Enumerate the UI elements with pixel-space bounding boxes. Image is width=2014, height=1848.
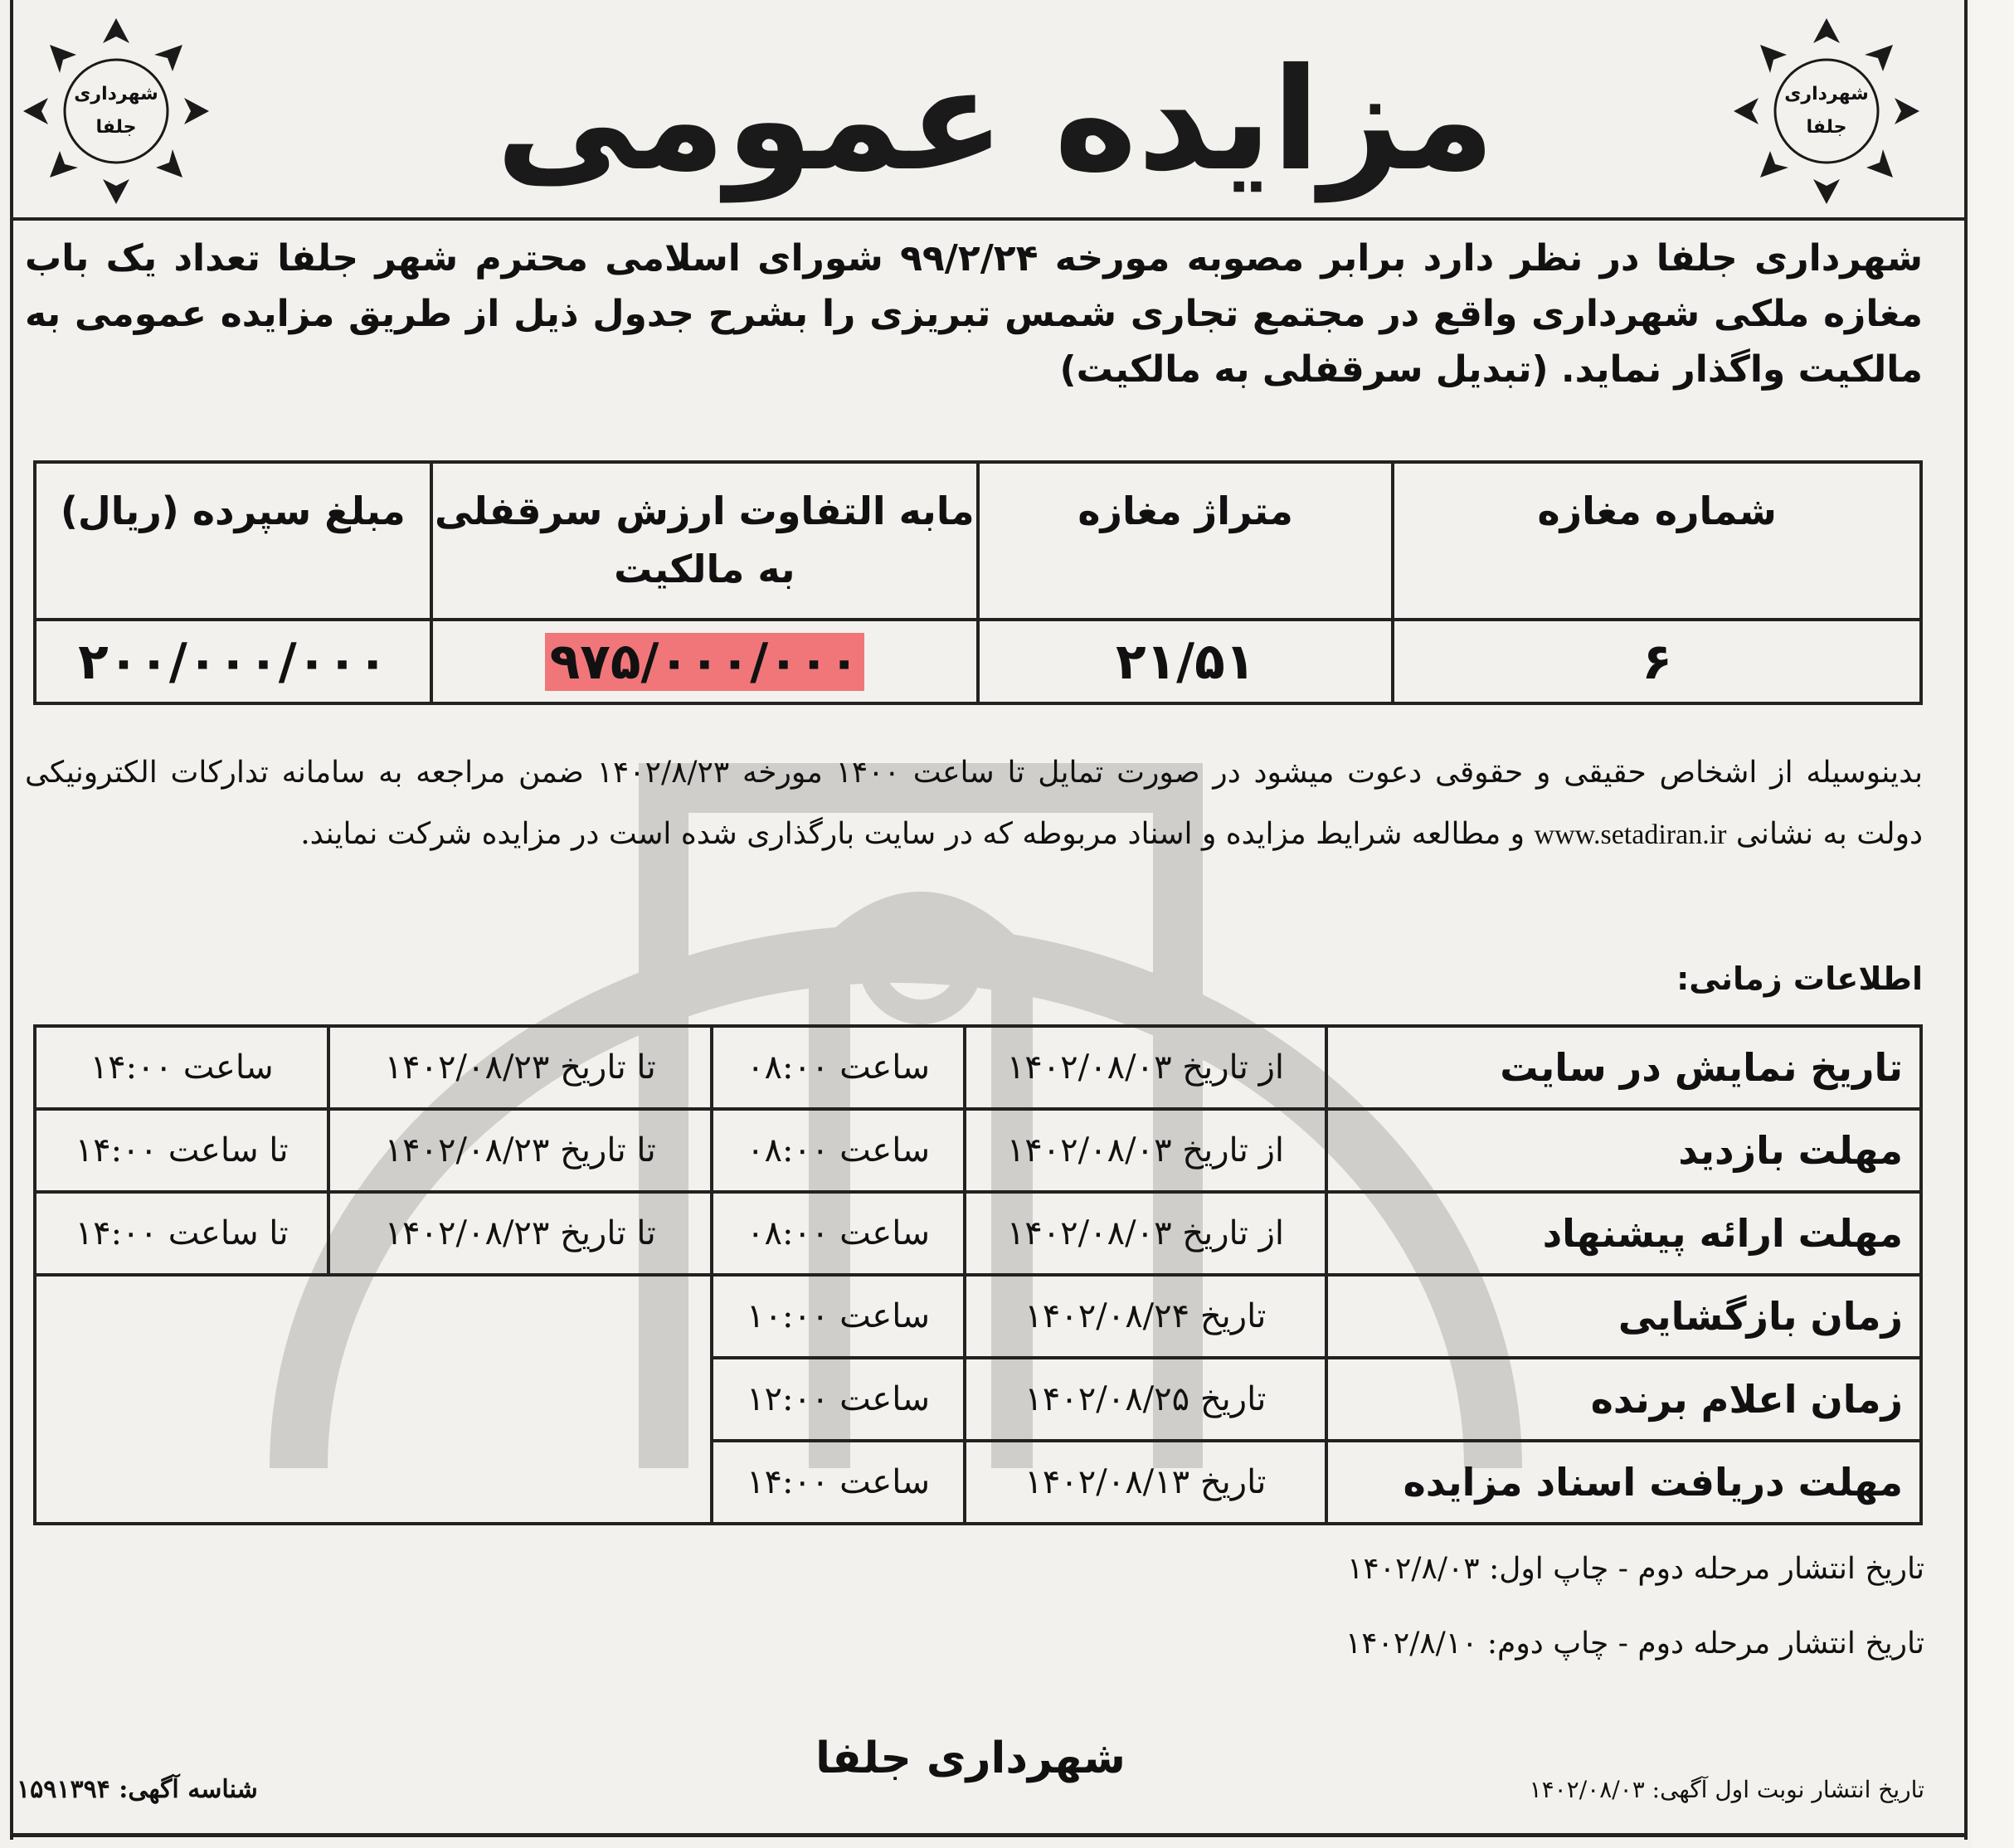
schedule-to-date: تا تاریخ ۱۴۰۲/۰۸/۲۳ <box>328 1192 712 1275</box>
schedule-label: زمان اعلام برنده <box>1326 1358 1921 1441</box>
schedule-from-date: تاریخ ۱۴۰۲/۰۸/۲۴ <box>965 1275 1326 1358</box>
schedule-to-time: ساعت ۱۴:۰۰ <box>35 1026 328 1109</box>
shop-table <box>33 460 1923 705</box>
header-shop-area: متراژ مغازه <box>978 462 1393 620</box>
schedule-label: تاریخ نمایش در سایت <box>1326 1026 1921 1109</box>
table-row <box>35 1275 1921 1358</box>
schedule-from-time: ساعت ۱۰:۰۰ <box>712 1275 965 1358</box>
invitation-text-end: و مطالعه شرایط مزایده و اسناد مربوطه که در سایت بارگذاری شده است در مزایده شرکت نمایند. <box>300 817 1525 851</box>
value-difference-value: ۹۷۵/۰۰۰/۰۰۰ <box>545 633 864 691</box>
schedule-to-time: تا ساعت ۱۴:۰۰ <box>35 1109 328 1192</box>
schedule-table <box>33 1024 1923 1525</box>
ad-id: شناسه آگهی: ۱۵۹۱۳۹۴ <box>17 1775 258 1804</box>
shop-area-value: ۲۱/۵۱ <box>978 620 1393 703</box>
bottom-divider <box>10 1833 1968 1837</box>
schedule-label: مهلت دریافت اسناد مزایده <box>1326 1441 1921 1524</box>
margin-strip <box>1971 0 2014 1848</box>
schedule-from-time: ساعت ۰۸:۰۰ <box>712 1192 965 1275</box>
setadiran-link[interactable]: www.setadiran.ir <box>1534 819 1727 850</box>
schedule-label: مهلت بازدید <box>1326 1109 1921 1192</box>
schedule-from-time: ساعت ۱۲:۰۰ <box>712 1358 965 1441</box>
schedule-from-time: ساعت ۰۸:۰۰ <box>712 1026 965 1109</box>
deposit-amount-value: ۲۰۰/۰۰۰/۰۰۰ <box>35 620 431 703</box>
schedule-label: مهلت ارائه پیشنهاد <box>1326 1192 1921 1275</box>
logo-line-1: شهرداری <box>1784 84 1869 105</box>
schedule-from-date: از تاریخ ۱۴۰۲/۰۸/۰۳ <box>965 1109 1326 1192</box>
schedule-to-time: تا ساعت ۱۴:۰۰ <box>35 1192 328 1275</box>
schedule-to-date: تا تاریخ ۱۴۰۲/۰۸/۲۳ <box>328 1109 712 1192</box>
schedule-from-date: از تاریخ ۱۴۰۲/۰۸/۰۳ <box>965 1192 1326 1275</box>
shop-table-header-row <box>35 462 1921 620</box>
shop-number-value: ۶ <box>1393 620 1921 703</box>
invitation-text-start: بدینوسیله از اشخاص حقیقی و حقوقی دعوت میشود در صورت تمایل تا ساعت ۱۴۰۰ مورخه ۱۴۰۲/۸/۲۳ ضمن مراجعه به سامانه تدارکات الکترونیکی دولت به نشانی <box>25 756 1923 851</box>
value-difference-cell <box>431 620 978 703</box>
logo-line-2: جلفا <box>1806 117 1847 138</box>
publication-first: تاریخ انتشار مرحله دوم - چاپ اول: ۱۴۰۲/۸/۰۳ <box>1347 1552 1924 1586</box>
schedule-to-date: تا تاریخ ۱۴۰۲/۰۸/۲۳ <box>328 1026 712 1109</box>
schedule-from-time: ساعت ۱۴:۰۰ <box>712 1441 965 1524</box>
schedule-from-date: تاریخ ۱۴۰۲/۰۸/۲۵ <box>965 1358 1326 1441</box>
schedule-from-time: ساعت ۰۸:۰۰ <box>712 1109 965 1192</box>
publication-second: تاریخ انتشار مرحله دوم - چاپ دوم: ۱۴۰۲/۸/۱۰ <box>1345 1627 1924 1661</box>
first-publication-date: تاریخ انتشار نوبت اول آگهی: ۱۴۰۲/۰۸/۰۳ <box>1529 1776 1924 1803</box>
invitation-paragraph <box>25 742 1923 866</box>
municipality-logo-left <box>17 12 216 211</box>
schedule-from-date: از تاریخ ۱۴۰۲/۰۸/۰۳ <box>965 1026 1326 1109</box>
ad-title: مزایده عمومی <box>495 38 1496 202</box>
header-value-difference: مابه التفاوت ارزش سرقفلی به مالکیت <box>431 462 978 620</box>
table-row <box>35 1026 1921 1109</box>
schedule-heading: اطلاعات زمانی: <box>1676 960 1923 997</box>
header-deposit-amount: مبلغ سپرده (ریال) <box>35 462 431 620</box>
logo-line-2: جلفا <box>95 117 137 138</box>
municipality-logo-right <box>1727 12 1926 211</box>
title-divider <box>10 217 1968 221</box>
logo-line-1: شهرداری <box>74 84 158 105</box>
intro-text: شهرداری جلفا در نظر دارد برابر مصوبه مورخه ۹۹/۲/۲۴ شورای اسلامی محترم شهر جلفا تعداد یک باب مغازه ملکی شهرداری واقع در مجتمع تجاری شمس تبریزی را بشرح جدول ذیل از طریق مزایده عمومی به مالکیت واگذار نماید. (تبدیل سرقفلی به مالکیت) <box>25 237 1923 391</box>
schedule-from-date: تاریخ ۱۴۰۲/۰۸/۱۳ <box>965 1441 1326 1524</box>
table-row <box>35 1192 1921 1275</box>
empty-cell <box>35 1275 712 1524</box>
table-row <box>35 1109 1921 1192</box>
schedule-label: زمان بازگشایی <box>1326 1275 1921 1358</box>
header-shop-number: شماره مغازه <box>1393 462 1921 620</box>
footer-municipality-name: شهرداری جلفا <box>815 1734 1126 1783</box>
shop-table-row <box>35 620 1921 703</box>
